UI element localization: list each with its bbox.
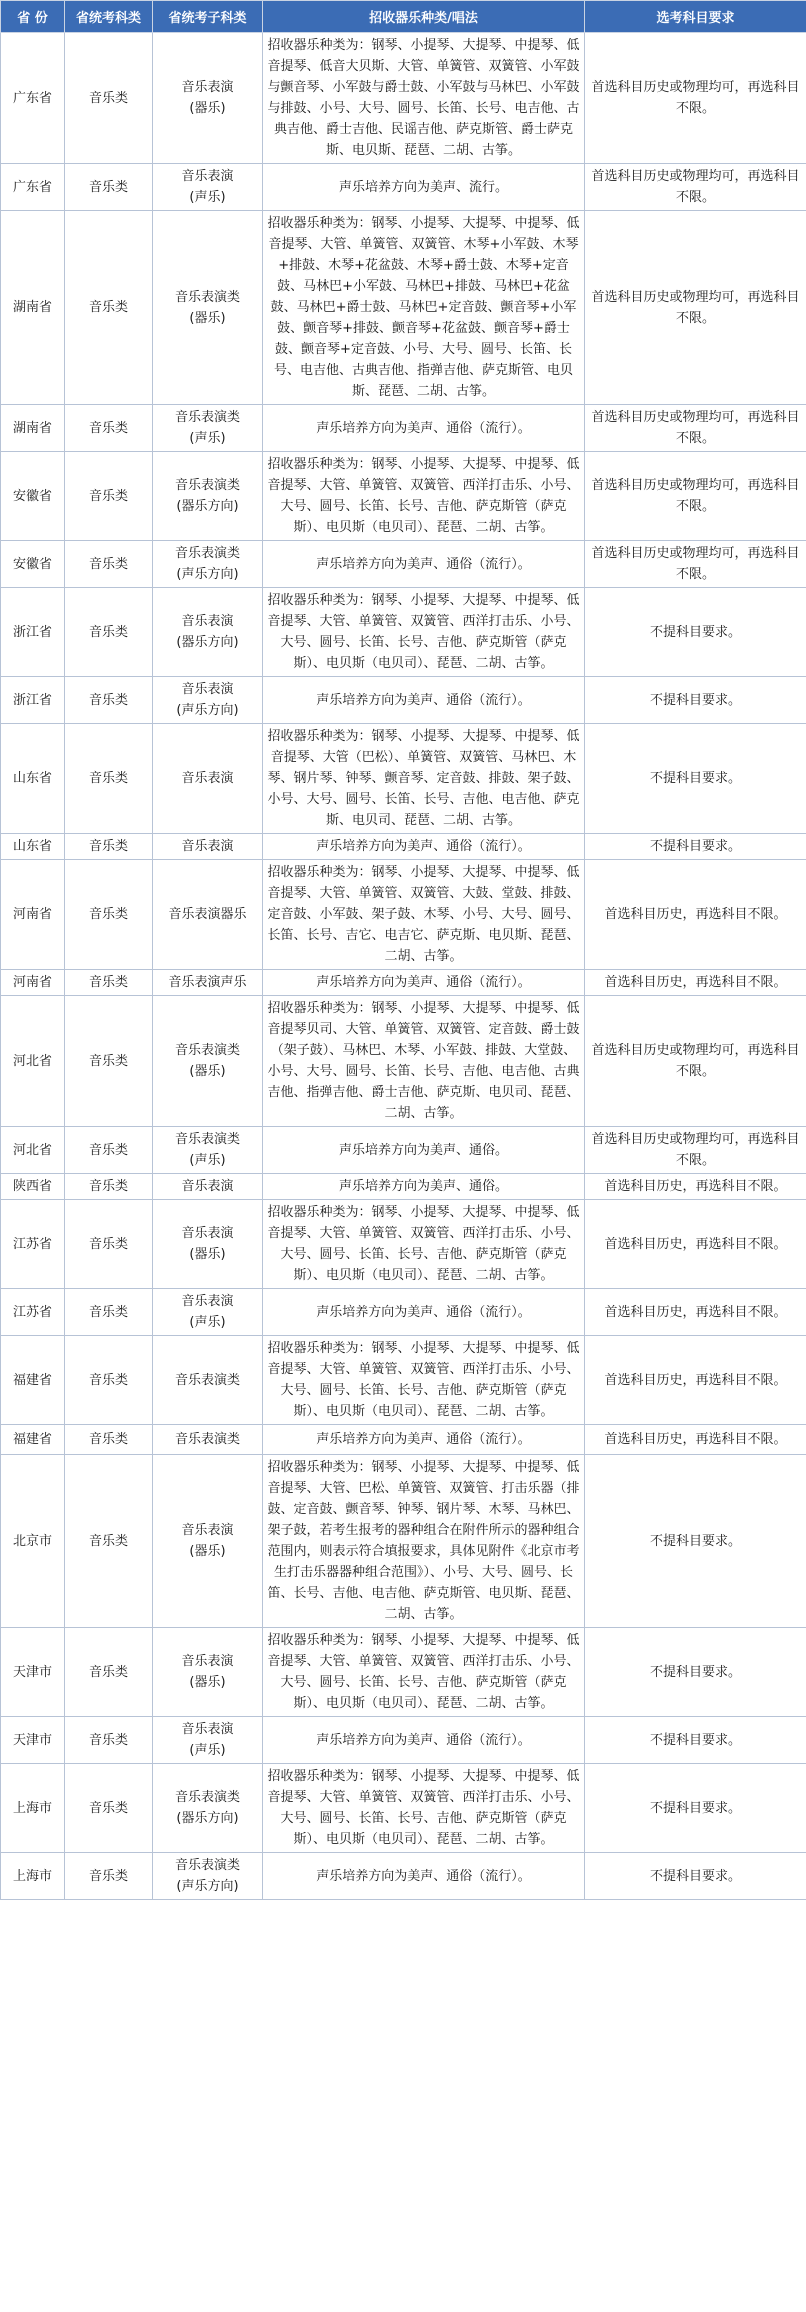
instruments-cell: 声乐培养方向为美声、通俗。 — [263, 1127, 585, 1174]
category-cell: 音乐类 — [65, 1717, 153, 1764]
instruments-cell: 招收器乐种类为：钢琴、小提琴、大提琴、中提琴、低音提琴、大管、巴松、单簧管、双簧管、打击乐器（排鼓、定音鼓、颤音琴、钟琴、钢片琴、木琴、马林巴、架子鼓，若考生报考的器种组合在附件所示的器种组合范围内，则表示符合填报要求，具体见附件《北京市考生打击乐器器种组合范围》）、小号、大号、圆号、长笛、长号、吉他、电吉他、萨克斯管、电贝斯、琵琶、二胡、古筝。 — [263, 1455, 585, 1628]
province-cell: 河北省 — [1, 996, 65, 1127]
province-cell: 天津市 — [1, 1717, 65, 1764]
requirement-cell: 不提科目要求。 — [585, 1764, 806, 1853]
instruments-cell: 招收器乐种类为：钢琴、小提琴、大提琴、中提琴、低音提琴、大管、单簧管、双簧管、西洋打击乐、小号、大号、圆号、长笛、长号、吉他、萨克斯管（萨克斯）、电贝斯（电贝司）、琵琶、二胡、古筝。 — [263, 1764, 585, 1853]
requirement-cell: 首选科目历史或物理均可，再选科目不限。 — [585, 996, 806, 1127]
province-cell: 陕西省 — [1, 1174, 65, 1200]
requirement-cell: 首选科目历史或物理均可，再选科目不限。 — [585, 211, 806, 405]
province-cell: 河南省 — [1, 860, 65, 970]
table-row — [1, 1764, 806, 1853]
header-row — [1, 1, 806, 33]
instruments-cell: 声乐培养方向为美声、通俗（流行）。 — [263, 970, 585, 996]
instruments-cell: 招收器乐种类为：钢琴、小提琴、大提琴、中提琴、低音提琴贝司、大管、单簧管、双簧管、定音鼓、爵士鼓（架子鼓）、马林巴、木琴、小军鼓、排鼓、大堂鼓、小号、大号、圆号、长笛、长号、吉他、电吉他、古典吉他、指弹吉他、爵士吉他、萨克斯、电贝司、琵琶、二胡、古筝。 — [263, 996, 585, 1127]
province-cell: 浙江省 — [1, 677, 65, 724]
table-row — [1, 211, 806, 405]
header-province: 省 份 — [1, 1, 65, 33]
category-cell: 音乐类 — [65, 164, 153, 211]
table-row — [1, 405, 806, 452]
instruments-cell: 声乐培养方向为美声、流行。 — [263, 164, 585, 211]
table-row — [1, 33, 806, 164]
table-row — [1, 588, 806, 677]
category-cell: 音乐类 — [65, 677, 153, 724]
instruments-cell: 招收器乐种类为：钢琴、小提琴、大提琴、中提琴、低音提琴、大管、单簧管、双簧管、木琴+小军鼓、木琴+排鼓、木琴+花盆鼓、木琴+爵士鼓、木琴+定音鼓、马林巴+小军鼓、马林巴+排鼓、马林巴+花盆鼓、马林巴+爵士鼓、马林巴+定音鼓、颤音琴+小军鼓、颤音琴+排鼓、颤音琴+花盆鼓、颤音琴+爵士鼓、颤音琴+定音鼓、小号、大号、圆号、长笛、长号、电吉他、古典吉他、指弹吉他、萨克斯管、电贝斯、琵琶、二胡、古筝。 — [263, 211, 585, 405]
requirement-cell: 首选科目历史，再选科目不限。 — [585, 1336, 806, 1425]
subcategory-cell: 音乐表演 — [153, 834, 263, 860]
requirement-cell: 不提科目要求。 — [585, 1717, 806, 1764]
province-cell: 上海市 — [1, 1853, 65, 1900]
subcategory-cell: 音乐表演 (声乐) — [153, 1289, 263, 1336]
header-subcategory: 省统考子科类 — [153, 1, 263, 33]
subcategory-cell: 音乐表演类 — [153, 1336, 263, 1425]
subcategory-cell: 音乐表演类 (声乐方向) — [153, 1853, 263, 1900]
instruments-cell: 招收器乐种类为：钢琴、小提琴、大提琴、中提琴、低音提琴、大管、单簧管、双簧管、西洋打击乐、小号、大号、圆号、长笛、长号、吉他、萨克斯管（萨克斯）、电贝斯（电贝司）、琵琶、二胡、古筝。 — [263, 1200, 585, 1289]
instruments-cell: 声乐培养方向为美声、通俗（流行）。 — [263, 1717, 585, 1764]
subcategory-cell: 音乐表演类 (声乐) — [153, 405, 263, 452]
subcategory-cell: 音乐表演类 — [153, 1425, 263, 1455]
table-row — [1, 1336, 806, 1425]
table-row — [1, 541, 806, 588]
instruments-cell: 声乐培养方向为美声、通俗（流行）。 — [263, 1425, 585, 1455]
instruments-cell: 招收器乐种类为：钢琴、小提琴、大提琴、中提琴、低音提琴、大管、单簧管、双簧管、西洋打击乐、小号、大号、圆号、长笛、长号、吉他、萨克斯管（萨克斯）、电贝斯（电贝司）、琵琶、二胡、古筝。 — [263, 588, 585, 677]
table-row — [1, 1717, 806, 1764]
table-row — [1, 164, 806, 211]
subcategory-cell: 音乐表演类 (器乐) — [153, 211, 263, 405]
category-cell: 音乐类 — [65, 1336, 153, 1425]
instruments-cell: 声乐培养方向为美声、通俗（流行）。 — [263, 834, 585, 860]
requirement-cell: 首选科目历史或物理均可，再选科目不限。 — [585, 452, 806, 541]
category-cell: 音乐类 — [65, 1853, 153, 1900]
subcategory-cell: 音乐表演 (声乐方向) — [153, 677, 263, 724]
table-row — [1, 1425, 806, 1455]
province-cell: 江苏省 — [1, 1289, 65, 1336]
province-cell: 上海市 — [1, 1764, 65, 1853]
instruments-cell: 招收器乐种类为：钢琴、小提琴、大提琴、中提琴、低音提琴、大管、单簧管、双簧管、西洋打击乐、小号、大号、圆号、长笛、长号、吉他、萨克斯管（萨克斯）、电贝斯（电贝司）、琵琶、二胡、古筝。 — [263, 452, 585, 541]
category-cell: 音乐类 — [65, 1764, 153, 1853]
subcategory-cell: 音乐表演类 (器乐) — [153, 996, 263, 1127]
category-cell: 音乐类 — [65, 724, 153, 834]
province-cell: 湖南省 — [1, 405, 65, 452]
table-row — [1, 1853, 806, 1900]
subcategory-cell: 音乐表演 (器乐) — [153, 1455, 263, 1628]
province-cell: 天津市 — [1, 1628, 65, 1717]
province-cell: 安徽省 — [1, 541, 65, 588]
category-cell: 音乐类 — [65, 834, 153, 860]
requirement-cell: 首选科目历史或物理均可，再选科目不限。 — [585, 164, 806, 211]
subcategory-cell: 音乐表演类 (声乐方向) — [153, 541, 263, 588]
province-cell: 福建省 — [1, 1336, 65, 1425]
requirement-cell: 不提科目要求。 — [585, 677, 806, 724]
instruments-cell: 声乐培养方向为美声、通俗。 — [263, 1174, 585, 1200]
province-cell: 福建省 — [1, 1425, 65, 1455]
province-cell: 湖南省 — [1, 211, 65, 405]
subcategory-cell: 音乐表演 (器乐) — [153, 33, 263, 164]
requirement-cell: 不提科目要求。 — [585, 1853, 806, 1900]
subcategory-cell: 音乐表演 (声乐) — [153, 1717, 263, 1764]
province-cell: 广东省 — [1, 33, 65, 164]
requirement-cell: 首选科目历史或物理均可，再选科目不限。 — [585, 541, 806, 588]
instruments-cell: 声乐培养方向为美声、通俗（流行）。 — [263, 541, 585, 588]
category-cell: 音乐类 — [65, 1127, 153, 1174]
category-cell: 音乐类 — [65, 405, 153, 452]
category-cell: 音乐类 — [65, 1425, 153, 1455]
header-category: 省统考科类 — [65, 1, 153, 33]
category-cell: 音乐类 — [65, 1174, 153, 1200]
header-instruments: 招收器乐种类/唱法 — [263, 1, 585, 33]
instruments-cell: 招收器乐种类为：钢琴、小提琴、大提琴、中提琴、低音提琴、大管（巴松）、单簧管、双簧管、马林巴、木琴、钢片琴、钟琴、颤音琴、定音鼓、排鼓、架子鼓、小号、大号、圆号、长笛、长号、吉他、电吉他、萨克斯、电贝司、琵琶、二胡、古筝。 — [263, 724, 585, 834]
category-cell: 音乐类 — [65, 33, 153, 164]
subcategory-cell: 音乐表演 (器乐) — [153, 1628, 263, 1717]
category-cell: 音乐类 — [65, 1289, 153, 1336]
category-cell: 音乐类 — [65, 1628, 153, 1717]
requirement-cell: 不提科目要求。 — [585, 834, 806, 860]
category-cell: 音乐类 — [65, 970, 153, 996]
requirement-cell: 首选科目历史或物理均可，再选科目不限。 — [585, 1127, 806, 1174]
instruments-cell: 招收器乐种类为：钢琴、小提琴、大提琴、中提琴、低音提琴、大管、单簧管、双簧管、西洋打击乐、小号、大号、圆号、长笛、长号、吉他、萨克斯管（萨克斯）、电贝斯（电贝司）、琵琶、二胡、古筝。 — [263, 1336, 585, 1425]
table-row — [1, 1289, 806, 1336]
province-cell: 北京市 — [1, 1455, 65, 1628]
province-cell: 江苏省 — [1, 1200, 65, 1289]
province-cell: 河南省 — [1, 970, 65, 996]
category-cell: 音乐类 — [65, 860, 153, 970]
requirement-cell: 不提科目要求。 — [585, 724, 806, 834]
table-row — [1, 452, 806, 541]
province-cell: 山东省 — [1, 834, 65, 860]
instruments-cell: 招收器乐种类为：钢琴、小提琴、大提琴、中提琴、低音提琴、大管、单簧管、双簧管、大鼓、堂鼓、排鼓、定音鼓、小军鼓、架子鼓、木琴、小号、大号、圆号、长笛、长号、吉它、电吉它、萨克斯、电贝斯、琵琶、二胡、古筝。 — [263, 860, 585, 970]
table-row — [1, 724, 806, 834]
requirement-cell: 首选科目历史，再选科目不限。 — [585, 1200, 806, 1289]
instruments-cell: 招收器乐种类为：钢琴、小提琴、大提琴、中提琴、低音提琴、大管、单簧管、双簧管、西洋打击乐、小号、大号、圆号、长笛、长号、吉他、萨克斯管（萨克斯）、电贝斯（电贝司）、琵琶、二胡、古筝。 — [263, 1628, 585, 1717]
category-cell: 音乐类 — [65, 996, 153, 1127]
instruments-cell: 声乐培养方向为美声、通俗（流行）。 — [263, 1289, 585, 1336]
province-cell: 安徽省 — [1, 452, 65, 541]
table-row — [1, 860, 806, 970]
requirement-cell: 首选科目历史，再选科目不限。 — [585, 860, 806, 970]
category-cell: 音乐类 — [65, 588, 153, 677]
requirement-cell: 首选科目历史，再选科目不限。 — [585, 1174, 806, 1200]
instruments-cell: 声乐培养方向为美声、通俗（流行）。 — [263, 677, 585, 724]
table-row — [1, 1174, 806, 1200]
subcategory-cell: 音乐表演 (器乐) — [153, 1200, 263, 1289]
requirement-cell: 首选科目历史，再选科目不限。 — [585, 1289, 806, 1336]
province-cell: 浙江省 — [1, 588, 65, 677]
category-cell: 音乐类 — [65, 1455, 153, 1628]
subcategory-cell: 音乐表演类 (器乐方向) — [153, 452, 263, 541]
subcategory-cell: 音乐表演类 (器乐方向) — [153, 1764, 263, 1853]
category-cell: 音乐类 — [65, 211, 153, 405]
subcategory-cell: 音乐表演 (器乐方向) — [153, 588, 263, 677]
subcategory-cell: 音乐表演 — [153, 724, 263, 834]
instruments-cell: 招收器乐种类为：钢琴、小提琴、大提琴、中提琴、低音提琴、低音大贝斯、大管、单簧管、双簧管、小军鼓与颤音琴、小军鼓与爵士鼓、小军鼓与马林巴、小军鼓与排鼓、小号、大号、圆号、长笛、长号、电吉他、古典吉他、爵士吉他、民谣吉他、萨克斯管、爵士萨克斯、电贝斯、琵琶、二胡、古筝。 — [263, 33, 585, 164]
requirement-cell: 首选科目历史，再选科目不限。 — [585, 1425, 806, 1455]
subcategory-cell: 音乐表演器乐 — [153, 860, 263, 970]
requirement-cell: 首选科目历史或物理均可，再选科目不限。 — [585, 405, 806, 452]
subcategory-cell: 音乐表演 — [153, 1174, 263, 1200]
table-row — [1, 996, 806, 1127]
table-row — [1, 834, 806, 860]
category-cell: 音乐类 — [65, 452, 153, 541]
category-cell: 音乐类 — [65, 1200, 153, 1289]
table-row — [1, 1455, 806, 1628]
header-requirement: 选考科目要求 — [585, 1, 806, 33]
table-row — [1, 1628, 806, 1717]
province-cell: 广东省 — [1, 164, 65, 211]
province-cell: 山东省 — [1, 724, 65, 834]
requirement-cell: 首选科目历史，再选科目不限。 — [585, 970, 806, 996]
requirement-cell: 首选科目历史或物理均可，再选科目不限。 — [585, 33, 806, 164]
requirement-cell: 不提科目要求。 — [585, 1455, 806, 1628]
table-row — [1, 1127, 806, 1174]
instruments-cell: 声乐培养方向为美声、通俗（流行）。 — [263, 405, 585, 452]
category-cell: 音乐类 — [65, 541, 153, 588]
requirement-cell: 不提科目要求。 — [585, 1628, 806, 1717]
instruments-cell: 声乐培养方向为美声、通俗（流行）。 — [263, 1853, 585, 1900]
table-row — [1, 677, 806, 724]
table-row — [1, 1200, 806, 1289]
requirement-cell: 不提科目要求。 — [585, 588, 806, 677]
subcategory-cell: 音乐表演 (声乐) — [153, 164, 263, 211]
table-row — [1, 970, 806, 996]
subcategory-cell: 音乐表演类 (声乐) — [153, 1127, 263, 1174]
province-cell: 河北省 — [1, 1127, 65, 1174]
subcategory-cell: 音乐表演声乐 — [153, 970, 263, 996]
table-body — [1, 33, 806, 1900]
